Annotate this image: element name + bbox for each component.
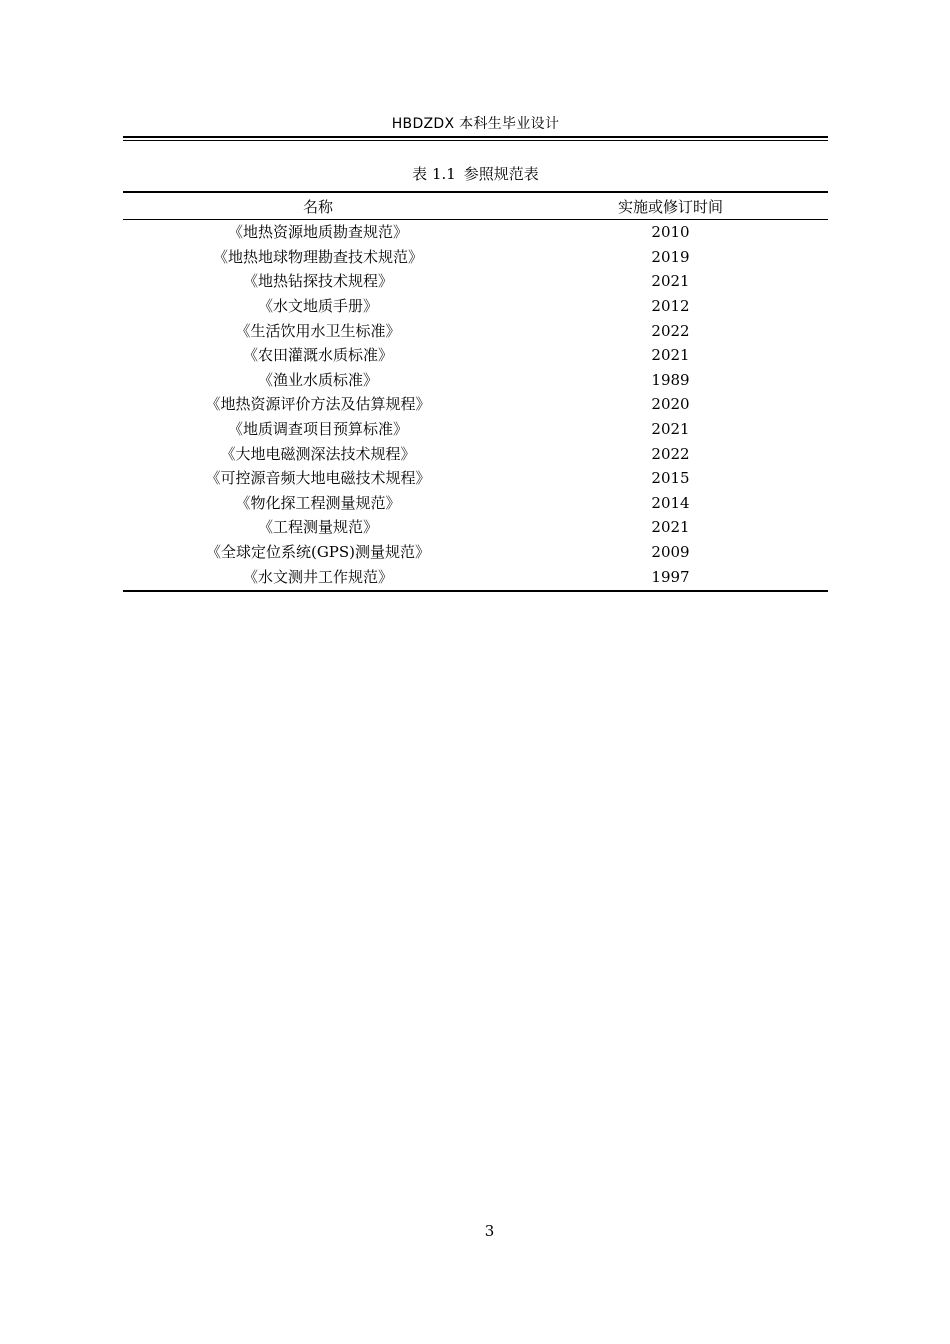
table-row (123, 318, 828, 343)
header-rule-thick (123, 136, 828, 138)
standard-name-cell: 《大地电磁测深法技术规程》 (220, 444, 416, 463)
table-row (123, 220, 828, 245)
header-rule-thin (123, 140, 828, 141)
standard-year-cell: 1997 (513, 564, 828, 591)
table-header-row (123, 192, 828, 220)
table-caption-number: 表 1.1 (412, 165, 456, 183)
table-row (123, 515, 828, 540)
standard-name-cell: 《地热资源地质勘查规范》 (227, 223, 408, 242)
table-caption-title: 参照规范表 (463, 165, 539, 183)
standard-name-cell: 《水文地质手册》 (257, 297, 378, 316)
standard-name-cell: 《地热资源评价方法及估算规程》 (205, 395, 431, 414)
standard-year-cell: 2014 (651, 493, 690, 512)
table-row (123, 269, 828, 294)
table-row (123, 441, 828, 466)
standard-year-cell: 1989 (651, 370, 690, 389)
standard-name-cell: 《可控源音频大地电磁技术规程》 (205, 469, 431, 488)
table-row (123, 343, 828, 368)
standard-year-cell: 2022 (651, 444, 690, 463)
standard-year-cell: 2009 (651, 543, 690, 562)
standard-year-cell: 2021 (651, 346, 690, 365)
standard-year-cell: 2012 (651, 297, 690, 316)
standard-name-cell: 《地热地球物理勘查技术规范》 (212, 247, 423, 266)
standard-year-cell: 2021 (651, 272, 690, 291)
table-row (123, 245, 828, 270)
standard-name-cell: 《地质调查项目预算标准》 (227, 420, 408, 439)
standard-year-cell: 2020 (651, 395, 690, 414)
standard-year-cell: 2010 (651, 223, 690, 242)
table-body (123, 220, 828, 592)
standard-name-cell: 《工程测量规范》 (257, 518, 378, 537)
table-caption (123, 163, 828, 185)
table-row (123, 294, 828, 319)
table-row (123, 491, 828, 516)
table-row (123, 392, 828, 417)
table-row (123, 368, 828, 393)
standard-name-cell: 《水文测井工作规范》 (123, 564, 513, 591)
standard-name-cell: 《农田灌溉水质标准》 (242, 346, 393, 365)
standard-name-cell: 《物化探工程测量规范》 (235, 493, 401, 512)
standard-name-cell: 《生活饮用水卫生标准》 (235, 321, 401, 340)
standard-name-cell: 《渔业水质标准》 (257, 370, 378, 389)
table-row (123, 540, 828, 565)
table-row (123, 564, 828, 591)
standard-year-cell: 2015 (651, 469, 690, 488)
standard-year-cell: 2021 (651, 518, 690, 537)
column-header-year: 实施或修订时间 (513, 192, 828, 220)
column-header-name: 名称 (123, 192, 513, 220)
reference-standards-table (123, 191, 828, 592)
standard-name-cell: 《地热钻探技术规程》 (242, 272, 393, 291)
standard-year-cell: 2021 (651, 420, 690, 439)
standard-name-cell: 《全球定位系统(GPS)测量规范》 (205, 543, 431, 562)
page-header: HBDZDX 本科生毕业设计 (391, 116, 560, 132)
table-row (123, 466, 828, 491)
standard-year-cell: 2019 (651, 247, 690, 266)
table-row (123, 417, 828, 442)
page-number: 3 (484, 1222, 495, 1240)
standard-year-cell: 2022 (651, 321, 690, 340)
